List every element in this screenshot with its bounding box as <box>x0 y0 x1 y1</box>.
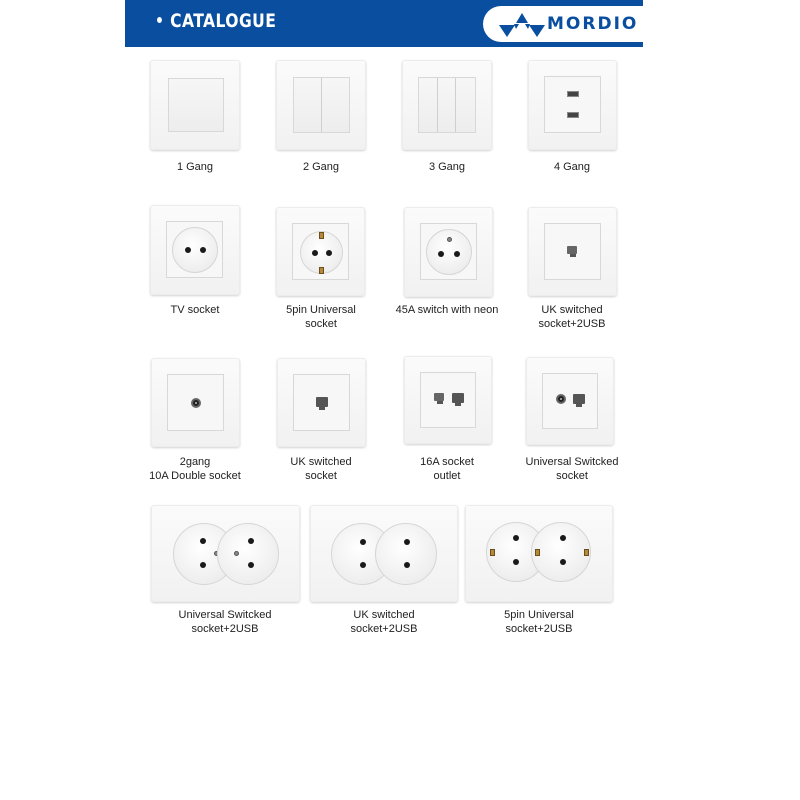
brand-logo <box>483 6 653 42</box>
product-label: 3 Gang <box>428 161 466 173</box>
earth-pin-icon <box>234 551 239 556</box>
wall-plate <box>151 505 300 602</box>
label-line-1: 16A socket <box>420 456 474 468</box>
socket-frame <box>293 374 350 431</box>
wall-plate <box>150 60 240 150</box>
socket-frame <box>544 76 601 133</box>
label-line-1: Universal Switcked <box>525 456 619 468</box>
pin-hole-icon <box>326 250 332 256</box>
rocker-frame <box>168 78 224 132</box>
wall-plate <box>404 207 493 297</box>
socket-frame <box>420 223 477 280</box>
pin-hole-icon <box>360 539 366 545</box>
pin-hole-icon <box>404 562 410 568</box>
earth-clip-icon <box>535 549 540 556</box>
pin-hole-icon <box>404 539 410 545</box>
product-label <box>251 303 391 331</box>
earth-clip-icon <box>319 232 324 239</box>
usb-port-icon <box>567 91 579 97</box>
product-label <box>502 455 642 483</box>
label-line-1: 5pin Universal <box>286 304 356 316</box>
wall-plate <box>277 358 366 447</box>
label-line-1: Universal Switcked <box>178 609 272 621</box>
label-line-2: socket+2USB <box>350 623 418 635</box>
rocker-button <box>294 78 322 132</box>
header-title-text: CATALOGUE <box>170 10 277 32</box>
wall-plate <box>404 356 492 444</box>
ethernet-port-icon <box>573 394 585 404</box>
rocker-button <box>419 78 438 132</box>
wall-plate <box>465 505 613 602</box>
label-line-1: UK switched <box>353 609 415 621</box>
ethernet-port-icon <box>452 393 464 403</box>
wall-plate <box>276 207 365 296</box>
pin-hole-icon <box>560 559 566 565</box>
wall-plate <box>402 60 492 150</box>
coax-port-icon <box>191 398 201 408</box>
socket-recess <box>300 231 343 274</box>
label-line-2: 10A Double socket <box>149 470 241 482</box>
wall-plate <box>276 60 366 150</box>
pin-hole-icon <box>513 535 519 541</box>
bullet-icon <box>157 17 162 23</box>
socket-recess <box>217 523 279 585</box>
pin-hole-icon <box>200 247 206 253</box>
label-line-2: socket <box>305 318 337 330</box>
phone-jack-icon <box>567 246 577 254</box>
rocker-frame <box>418 77 476 133</box>
wall-plate <box>528 60 617 150</box>
rocker-frame <box>293 77 350 133</box>
label-line-1: 5pin Universal <box>504 609 574 621</box>
ethernet-port-icon <box>316 397 328 407</box>
label-line-1: UK switched <box>290 456 352 468</box>
label-line-2: socket+2USB <box>191 623 259 635</box>
earth-clip-icon <box>319 267 324 274</box>
pin-hole-icon <box>454 251 460 257</box>
pin-hole-icon <box>248 562 254 568</box>
pin-hole-icon <box>185 247 191 253</box>
product-label: TV socket <box>170 304 220 316</box>
socket-frame <box>292 223 349 280</box>
product-label <box>314 608 454 636</box>
usb-port-icon <box>567 112 579 118</box>
mordio-logo-icon <box>497 12 547 38</box>
product-label <box>502 303 642 331</box>
catalogue-header <box>125 0 643 47</box>
socket-recess <box>375 523 437 585</box>
wall-plate <box>151 358 240 447</box>
socket-frame <box>420 372 476 428</box>
label-line-2: socket <box>556 470 588 482</box>
rocker-button <box>322 78 350 132</box>
pin-hole-icon <box>248 538 254 544</box>
pin-hole-icon <box>513 559 519 565</box>
product-label <box>125 455 265 483</box>
rocker-button <box>456 78 475 132</box>
socket-frame <box>166 221 223 278</box>
product-label: 1 Gang <box>176 161 214 173</box>
socket-frame <box>544 223 601 280</box>
label-line-2: socket <box>305 470 337 482</box>
pin-hole-icon <box>360 562 366 568</box>
earth-clip-icon <box>490 549 495 556</box>
wall-plate <box>528 207 617 296</box>
pin-hole-icon <box>200 562 206 568</box>
socket-recess <box>426 229 472 275</box>
product-label <box>155 608 295 636</box>
socket-frame <box>167 374 224 431</box>
label-line-1: UK switched <box>541 304 603 316</box>
pin-hole-icon <box>560 535 566 541</box>
product-label: 2 Gang <box>302 161 340 173</box>
wall-plate <box>150 205 240 295</box>
product-label: 4 Gang <box>553 161 591 173</box>
label-line-2: socket+2USB <box>505 623 573 635</box>
wall-plate <box>310 505 458 602</box>
product-label <box>251 455 391 483</box>
brand-name: MORDIO <box>547 14 639 34</box>
earth-clip-icon <box>584 549 589 556</box>
wall-plate <box>526 357 614 445</box>
label-line-2: socket+2USB <box>538 318 606 330</box>
pin-hole-icon <box>200 538 206 544</box>
earth-pin-icon <box>447 237 452 242</box>
product-label: 45A switch with neon <box>395 304 499 316</box>
rocker-button <box>169 79 223 131</box>
label-line-2: outlet <box>433 470 461 482</box>
socket-recess <box>172 227 218 273</box>
coax-port-icon <box>556 394 566 404</box>
label-line-1: 2gang <box>179 456 211 468</box>
phone-jack-icon <box>434 393 444 401</box>
socket-frame <box>542 373 598 429</box>
header-title <box>157 10 276 32</box>
pin-hole-icon <box>438 251 444 257</box>
socket-recess <box>531 522 591 582</box>
product-label <box>377 455 517 483</box>
pin-hole-icon <box>312 250 318 256</box>
rocker-button <box>438 78 457 132</box>
product-label <box>469 608 609 636</box>
